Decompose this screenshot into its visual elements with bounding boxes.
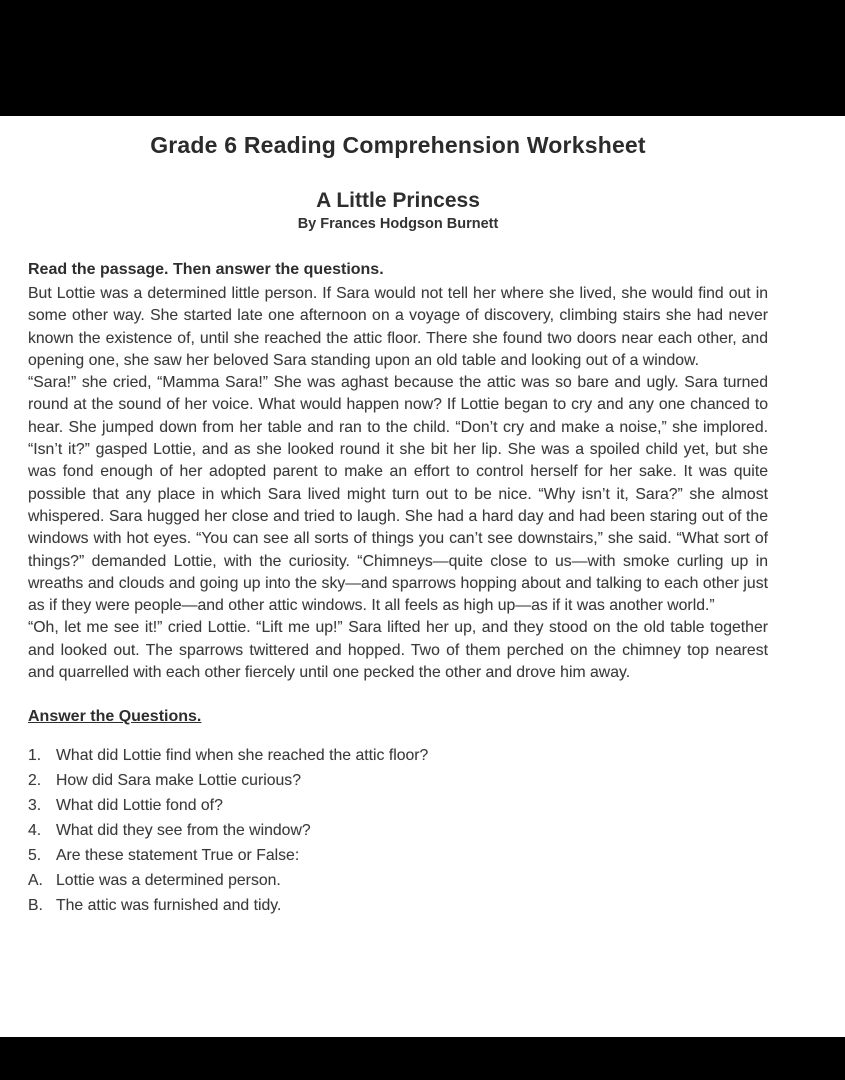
question-text: Are these statement True or False: xyxy=(56,847,300,865)
question-item-5b xyxy=(28,893,768,918)
questions-heading: Answer the Questions. xyxy=(28,708,202,726)
question-item-5 xyxy=(28,843,768,868)
question-text: The attic was furnished and tidy. xyxy=(56,897,282,915)
question-item-4 xyxy=(28,818,768,843)
story-byline: By Frances Hodgson Burnett xyxy=(297,216,499,232)
question-text: What did Lottie fond of? xyxy=(56,797,223,815)
question-list xyxy=(28,743,768,918)
question-number: 4. xyxy=(28,822,42,840)
question-item-1 xyxy=(28,743,768,768)
question-text: What did they see from the window? xyxy=(56,822,311,840)
question-text: Lottie was a determined person. xyxy=(56,872,281,890)
question-item-2 xyxy=(28,768,768,793)
question-number: 3. xyxy=(28,797,42,815)
worksheet-page xyxy=(0,116,845,1037)
passage-paragraph-3: “Oh, let me see it!” cried Lottie. “Lift me up!” Sara lifted her up, and they stood on the old table together and looked out. The sparrows twittered and hopped. Two of them perched on the chimney top nearest and quarrelled with each other fiercely until one pecked the other and drove him away. xyxy=(28,619,768,682)
question-number: B. xyxy=(28,897,43,915)
question-number: 1. xyxy=(28,747,42,765)
question-text: What did Lottie find when she reached the attic floor? xyxy=(56,747,429,765)
question-text: How did Sara make Lottie curious? xyxy=(56,772,301,790)
question-item-3 xyxy=(28,793,768,818)
passage-paragraph-1: But Lottie was a determined little person. If Sara would not tell her where she lived, she would find out in some other way. She started late one afternoon on a voyage of discovery, climbing stairs she had never known the existence of, until she reached the attic floor. There she found two doors near each other, and opening one, she saw her beloved Sara standing upon an old table and looking out of a window. xyxy=(28,285,768,369)
question-number: 2. xyxy=(28,772,42,790)
passage xyxy=(28,283,768,684)
bottom-letterbox xyxy=(0,1037,845,1080)
question-number: A. xyxy=(28,872,43,890)
worksheet-title: Grade 6 Reading Comprehension Worksheet xyxy=(150,132,646,158)
question-number: 5. xyxy=(28,847,42,865)
question-item-5a xyxy=(28,868,768,893)
passage-instruction: Read the passage. Then answer the questions. xyxy=(28,261,384,278)
top-letterbox xyxy=(0,0,845,116)
passage-paragraph-2: “Sara!” she cried, “Mamma Sara!” She was aghast because the attic was so bare and ugly. Sara turned round at the sound of her voice. What would happen now? If Lottie began to cry and any one chanced to hear. She jumped down from her table and ran to the child. “Don’t cry and make a noise,” she implored. “Isn’t it?” gasped Lottie, and as she looked round it she bit her lip. She was a spoiled child yet, but she was fond enough of her adopted parent to make an effort to control herself for her sake. It was quite possible that any place in which Sara lived might turn out to be nice. “Why isn’t it, Sara?” she almost whispered. Sara hugged her close and tried to laugh. She had a hard day and had been staring out of the windows with hot eyes. “You can see all sorts of things you can’t see downstairs,” she said. “What sort of things?” demanded Lottie, with the curiosity. “Chimneys—quite close to us—with smoke curling up in wreaths and clouds and going up into the sky—and sparrows hopping about and talking to each other just as if they were people—and other attic windows. It all feels as high up—as if it was another world.” xyxy=(28,374,768,615)
story-title: A Little Princess xyxy=(316,189,480,212)
